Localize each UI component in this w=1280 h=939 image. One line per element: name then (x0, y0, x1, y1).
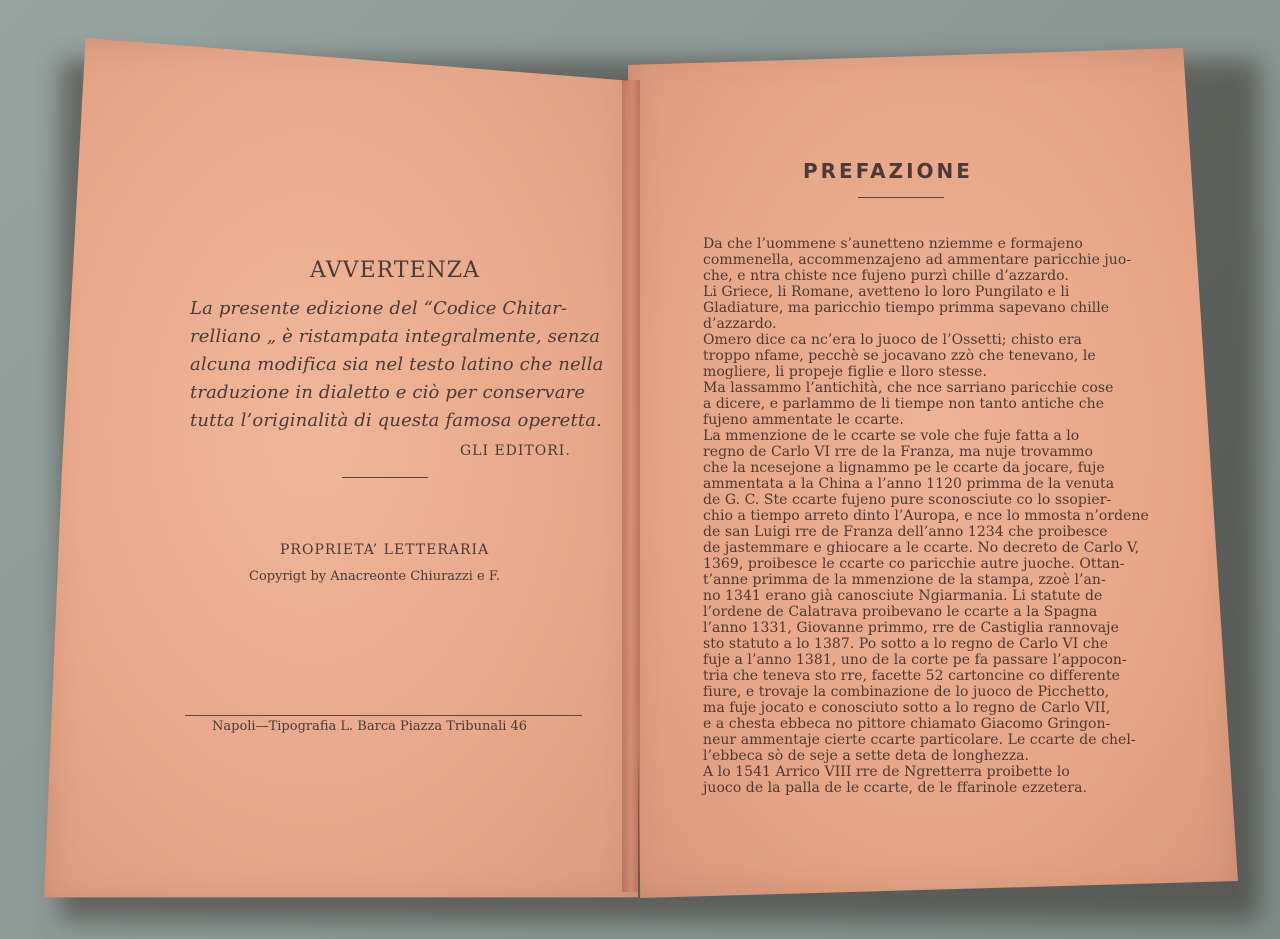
preface-line: de G. C. Ste ccarte fujeno pure sconosciute co lo ssopier- (703, 492, 1112, 508)
section-divider (342, 477, 428, 478)
preface-line: ammentata a la China a l’anno 1120 primma de la venuta (703, 476, 1115, 492)
notice-line: tutta l’originalità di questa famosa operetta. (190, 410, 602, 431)
preface-line: neur ammentaje cierte ccarte particolare. Le ccarte de chel- (703, 732, 1136, 748)
preface-line: Gladiature, ma paricchio tiempo primma sapevano chille (703, 300, 1110, 316)
preface-line: l’ordene de Calatrava proibevano le ccarte a la Spagna (703, 604, 1098, 620)
preface-line: de san Luigi rre de Franza dell’anno 1234 che proibesce (703, 524, 1108, 540)
preface-line: La mmenzione de le ccarte se vole che fuje fatta a lo (703, 428, 1080, 444)
preface-line: che la ncesejone a lignammo pe le ccarte da jocare, fuje (703, 460, 1105, 476)
preface-line: d’azzardo. (703, 316, 777, 332)
preface-line: l’anno 1331, Giovanne primmo, rre de Castiglia rannovaje (703, 620, 1119, 636)
left-book-page (44, 38, 638, 906)
preface-line: fujeno ammentate le ccarte. (703, 412, 904, 428)
preface-line: fuje a l’anno 1381, uno de la corte pe fa passare l’appocon- (703, 652, 1127, 668)
book-gutter (622, 80, 640, 892)
preface-line: t’anne primma de la mmenzione de la stampa, zzoè l’an- (703, 572, 1106, 588)
preface-line: che, e ntra chiste nce fujeno purzì chille d’azzardo. (703, 268, 1069, 284)
avvertenza-heading: AVVERTENZA (310, 258, 480, 283)
preface-line: 1369, proibesce le ccarte co paricchie autre juoche. Ottan- (703, 556, 1125, 572)
preface-line: chio a tiempo arreto dinto l’Auropa, e nce lo mmosta n’ordene (703, 508, 1149, 524)
preface-line: l’ebbeca sò de seje a sette deta de longhezza. (703, 748, 1030, 764)
notice-line: relliano „ è ristampata integralmente, senza (190, 326, 601, 347)
notice-line: La presente edizione del “Codice Chitar- (190, 298, 568, 319)
editors-signature: GLI EDITORI. (460, 443, 571, 459)
preface-line: e a chesta ebbeca no pittore chiamato Giacomo Gringon- (703, 716, 1111, 732)
preface-line: A lo 1541 Arrico VIII rre de Ngretterra proibette lo (703, 764, 1070, 780)
preface-line: de jastemmare e ghiocare a le ccarte. No decreto de Carlo V, (703, 540, 1140, 556)
preface-line: a dicere, e parlammo de li tiempe non tanto antiche che (703, 396, 1105, 412)
printer-rule (185, 715, 582, 716)
preface-line: mogliere, li propeje figlie e lloro stesse. (703, 364, 987, 380)
preface-line: Li Griece, li Romane, avetteno lo loro Pungilato e li (703, 284, 1070, 300)
preface-line: tria che teneva sto rre, facette 52 cartoncine co differente (703, 668, 1121, 684)
preface-line: sto statuto a lo 1387. Po sotto a lo regno de Carlo VI che (703, 636, 1109, 652)
prefazione-heading: PREFAZIONE (803, 159, 973, 183)
preface-line: ma fuje jocato e conosciuto sotto a lo regno de Carlo VII, (703, 700, 1111, 716)
preface-line: Omero dice ca nc’era lo juoco de l’Ossetti; chisto era (703, 332, 1082, 348)
copyright-line: Copyrigt by Anacreonte Chiurazzi e F. (249, 569, 500, 584)
preface-line: fiure, e trovaje la combinazione de lo juoco de Picchetto, (703, 684, 1110, 700)
notice-line: traduzione in dialetto e ciò per conservare (190, 382, 586, 403)
preface-line: commenella, accommenzajeno ad ammentare paricchie juo- (703, 252, 1132, 268)
preface-line: regno de Carlo VI rre de la Franza, ma nuje trovammo (703, 444, 1093, 460)
notice-line: alcuna modifica sia nel testo latino che nella (190, 354, 604, 375)
preface-line: no 1341 erano già canosciute Ngiarmania. Li statute de (703, 588, 1103, 604)
preface-line: juoco de la palla de le ccarte, de le ffarinole ezzetera. (703, 780, 1088, 796)
preface-line: Da che l’uommene s’aunetteno nziemme e formajeno (703, 236, 1083, 252)
preface-line: Ma lassammo l’antichità, che nce sarriano paricchie cose (703, 380, 1114, 396)
preface-line: troppo nfame, pecchè se jocavano zzò che tenevano, le (703, 348, 1096, 364)
heading-underline (858, 197, 944, 198)
printer-line: Napoli—Tipografia L. Barca Piazza Tribunali 46 (212, 719, 528, 734)
property-title: PROPRIETA’ LETTERARIA (280, 542, 490, 558)
